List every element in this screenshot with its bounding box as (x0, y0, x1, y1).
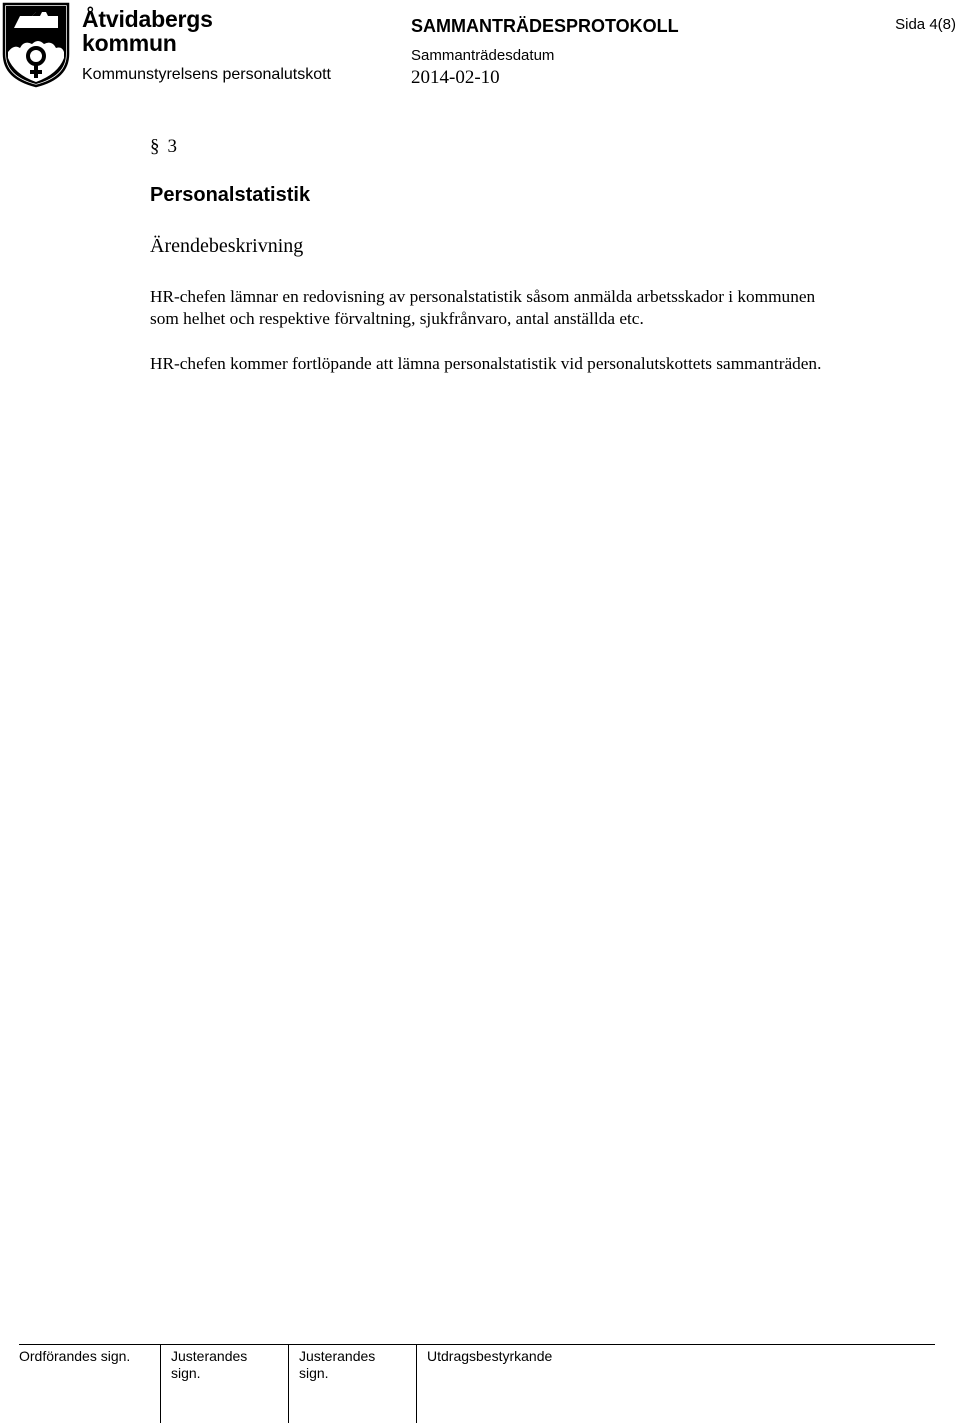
municipality-name-line2: kommun (82, 30, 177, 56)
signature-label: Justerandes (299, 1348, 376, 1364)
section-number-value: 3 (167, 136, 177, 157)
signature-label: sign. (171, 1365, 201, 1381)
committee-name: Kommunstyrelsens personalutskott (82, 66, 331, 83)
section-number (150, 136, 177, 158)
signature-cell-adjuster-2 (288, 1345, 416, 1423)
item-title: Personalstatistik (150, 184, 311, 206)
meeting-date-label: Sammanträdesdatum (411, 47, 555, 64)
coat-of-arms-icon (2, 2, 70, 88)
section-symbol: § (150, 136, 160, 157)
signature-table (19, 1344, 935, 1423)
document-type: SAMMANTRÄDESPROTOKOLL (411, 16, 679, 36)
signature-cell-adjuster-1 (160, 1345, 288, 1423)
municipality-name-line1: Åtvidabergs (82, 6, 213, 32)
signature-cell-certification (416, 1345, 935, 1423)
signature-label: Utdragsbestyrkande (427, 1348, 553, 1364)
signature-label: Ordförandes sign. (19, 1348, 131, 1364)
item-subheading: Ärendebeskrivning (150, 235, 304, 257)
signature-cell-chair (19, 1345, 160, 1423)
page-indicator: Sida 4(8) (895, 16, 956, 33)
meeting-date: 2014-02-10 (411, 67, 500, 88)
signature-label: sign. (299, 1365, 329, 1381)
item-paragraph: HR-chefen lämnar en redovisning av personalstatistik såsom anmälda arbetsskador i kommunen som helhet och respektive förvaltning, sjukfrånvaro, antal anställda etc. (150, 287, 816, 328)
item-paragraph: HR-chefen kommer fortlöpande att lämna personalstatistik vid personalutskottets sammanträden. (150, 354, 822, 373)
signature-label: Justerandes (171, 1348, 248, 1364)
municipality-name (82, 8, 213, 55)
